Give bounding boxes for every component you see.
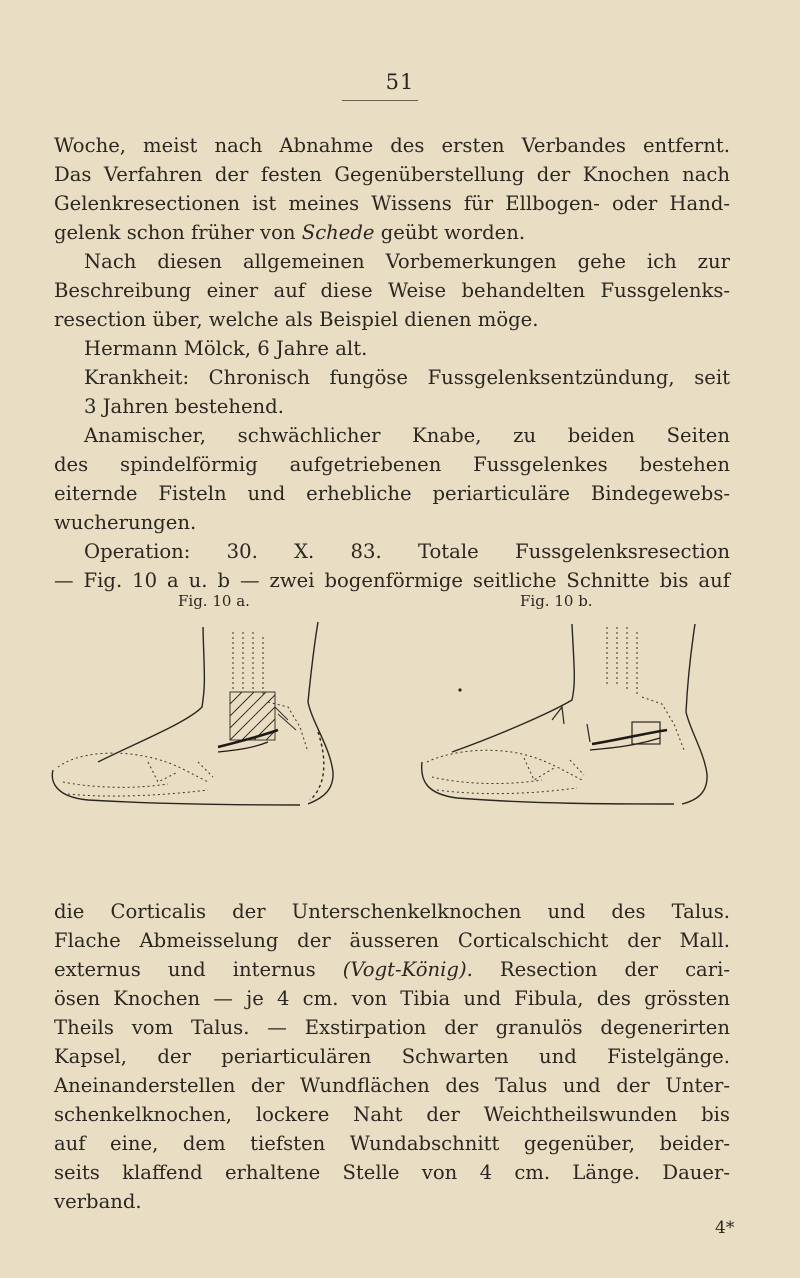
patient-line: Hermann Mölck, 6 Jahre alt. [84, 337, 368, 360]
text-line: Operation: 30. X. 83. Totale Fussgelenksresection [84, 540, 730, 563]
text-line: Beschreibung einer auf diese Weise behandelten Fussgelenks- [54, 279, 730, 302]
text-line: Flache Abmeisselung der äusseren Corticalschicht der Mall. [54, 929, 730, 952]
text-line: 3 Jahren bestehend. [84, 395, 284, 418]
text-line: Theils vom Talus. — Exstirpation der granulös degenerirten [54, 1016, 730, 1039]
text-line: Aneinanderstellen der Wundflächen des Talus und der Unter- [54, 1074, 730, 1097]
text-line [54, 218, 730, 247]
text-line: verband. [54, 1190, 142, 1213]
text-line: seits klaffend erhaltene Stelle von 4 cm. Länge. Dauer- [54, 1161, 730, 1184]
text-fragment: gelenk schon früher von [54, 221, 302, 244]
text-line: des spindelförmig aufgetriebenen Fussgelenkes bestehen [54, 453, 730, 476]
text-fragment: geübt worden. [374, 221, 526, 244]
text-line [54, 955, 730, 984]
text-line: schenkelknochen, lockere Naht der Weichtheilswunden bis [54, 1103, 730, 1126]
text-line: Das Verfahren der festen Gegenüberstellung der Knochen nach [54, 163, 730, 186]
text-line: auf eine, dem tiefsten Wundabschnitt gegenüber, beider- [54, 1132, 730, 1155]
text-fragment: Resection der cari- [472, 958, 730, 981]
page-number-rule [342, 100, 418, 101]
text-line: wucherungen. [54, 511, 197, 534]
text-line: Gelenkresectionen ist meines Wissens für Ellbogen- oder Hand- [54, 192, 730, 215]
signature-mark: 4* [715, 1218, 735, 1238]
text-line: ösen Knochen — je 4 cm. von Tibia und Fibula, des grössten [54, 987, 730, 1010]
bottom-text-block [54, 897, 730, 1216]
page-number: 51 [385, 70, 415, 94]
text-line: Nach diesen allgemeinen Vorbemerkungen gehe ich zur [84, 250, 730, 273]
text-line: Krankheit: Chronisch fungöse Fussgelenksentzündung, seit [84, 366, 730, 389]
fig-10a-caption: Fig. 10 a. [178, 592, 250, 610]
text-line: Anamischer, schwächlicher Knabe, zu beiden Seiten [84, 424, 730, 447]
text-line: resection über, welche als Beispiel dienen möge. [54, 308, 539, 331]
author-reference: (Vogt-König). [342, 958, 473, 981]
text-fragment: externus und internus [54, 958, 343, 981]
fig-10a-illustration [38, 612, 348, 807]
text-line: — Fig. 10 a u. b — zwei bogenförmige seitliche Schnitte bis auf [54, 569, 730, 592]
text-line: die Corticalis der Unterschenkelknochen und des Talus. [54, 900, 730, 923]
text-line: eiternde Fisteln und erhebliche periarticuläre Bindegewebs- [54, 482, 730, 505]
text-line: Kapsel, der periarticulären Schwarten und Fistelgänge. [54, 1045, 730, 1068]
text-line: Woche, meist nach Abnahme des ersten Verbandes entfernt. [54, 134, 730, 157]
author-name: Schede [301, 221, 375, 244]
fig-10b-illustration [412, 612, 712, 807]
fig-10b-caption: Fig. 10 b. [520, 592, 593, 610]
top-text-block [54, 131, 730, 595]
